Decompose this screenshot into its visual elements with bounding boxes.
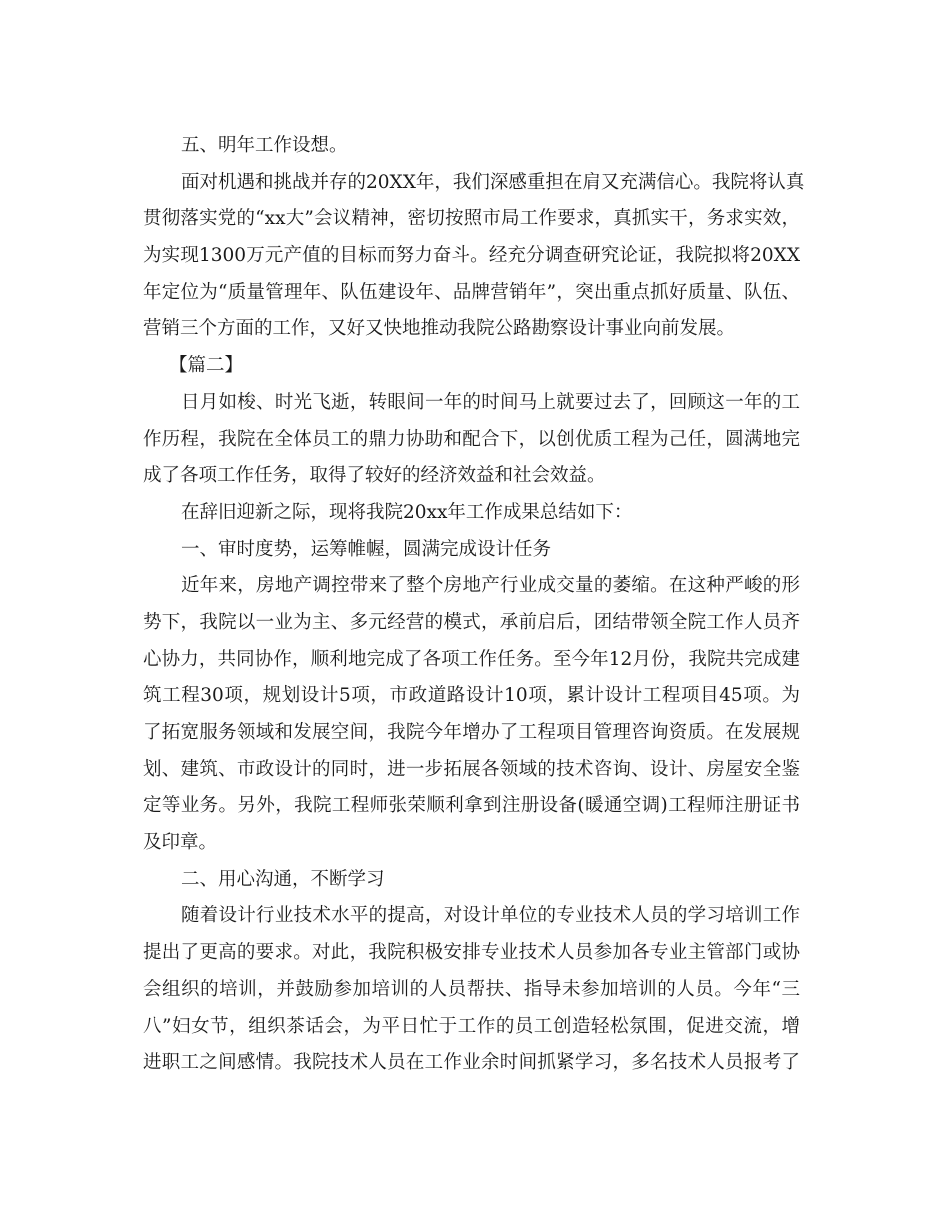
paragraph-line: 成了各项工作任务，取得了较好的经济效益和社会效益。 [143,465,606,487]
paragraph-line: 进职工之间感情。我院技术人员在工作业余时间抓紧学习，多名技术人员报考了 [143,1052,800,1074]
paragraph-line: 作历程，我院在全体员工的鼎力协助和配合下，以创优质工程为己任，圆满地完 [143,428,800,450]
paragraph-line: 在辞旧迎新之际，现将我院20xx年工作成果总结如下： [181,501,633,523]
paragraph-line: 面对机遇和挑战并存的20XX年，我们深感重担在肩又充满信心。我院将认真 [181,171,805,193]
paragraph-line: 近年来，房地产调控带来了整个房地产行业成交量的萎缩。在这种严峻的形 [181,575,800,597]
paragraph-line: 贯彻落实党的“xx大”会议精神，密切按照市局工作要求，真抓实干，务求实效， [143,208,800,230]
paragraph-line: 心协力，共同协作，顺利地完成了各项工作任务。至今年12月份，我院共完成建 [143,648,800,670]
paragraph-line: 营销三个方面的工作，又好又快地推动我院公路勘察设计事业向前发展。 [143,318,736,340]
paragraph-line: 会组织的培训，并鼓励参加培训的人员帮扶、指导未参加培训的人员。今年“三 [143,978,800,1000]
paragraph-line: 八”妇女节，组织茶话会，为平日忙于工作的员工创造轻松氛围，促进交流，增 [143,1015,800,1037]
paragraph-line: 划、建筑、市政设计的同时，进一步拓展各领域的技术咨询、设计、房屋安全鉴 [143,758,800,780]
paragraph-line: 提出了更高的要求。对此，我院积极安排专业技术人员参加各专业主管部门或协 [143,942,800,964]
chapter-heading: 【篇二】 [169,355,244,377]
paragraph-line: 为实现1300万元产值的目标而努力奋斗。经充分调查研究论证，我院拟将20XX [143,245,800,267]
section-heading: 一、审时度势，运筹帷幄，圆满完成设计任务 [181,538,552,560]
paragraph-line: 及印章。 [143,832,218,854]
paragraph-line: 势下，我院以一业为主、多元经营的模式，承前启后，团结带领全院工作人员齐 [143,611,800,633]
paragraph-line: 了拓宽服务领域和发展空间，我院今年增办了工程项目管理咨询资质。在发展规 [143,722,800,743]
paragraph-line: 定等业务。另外，我院工程师张荣顺利拿到注册设备(暖通空调)工程师注册证书 [143,795,800,817]
paragraph-line: 日月如梭、时光飞逝，转眼间一年的时间马上就要过去了，回顾这一年的工 [181,391,800,413]
section-heading: 二、用心沟通，不断学习 [181,868,385,890]
paragraph-line: 年定位为“质量管理年、队伍建设年、品牌营销年”，突出重点抓好质量、队伍、 [143,281,800,303]
section-heading: 五、明年工作设想。 [181,135,348,156]
document-body [143,128,805,1082]
paragraph-line: 随着设计行业技术水平的提高，对设计单位的专业技术人员的学习培训工作 [181,905,800,927]
paragraph-line: 筑工程30项，规划设计5项，市政道路设计10项，累计设计工程项目45项。为 [143,685,800,707]
